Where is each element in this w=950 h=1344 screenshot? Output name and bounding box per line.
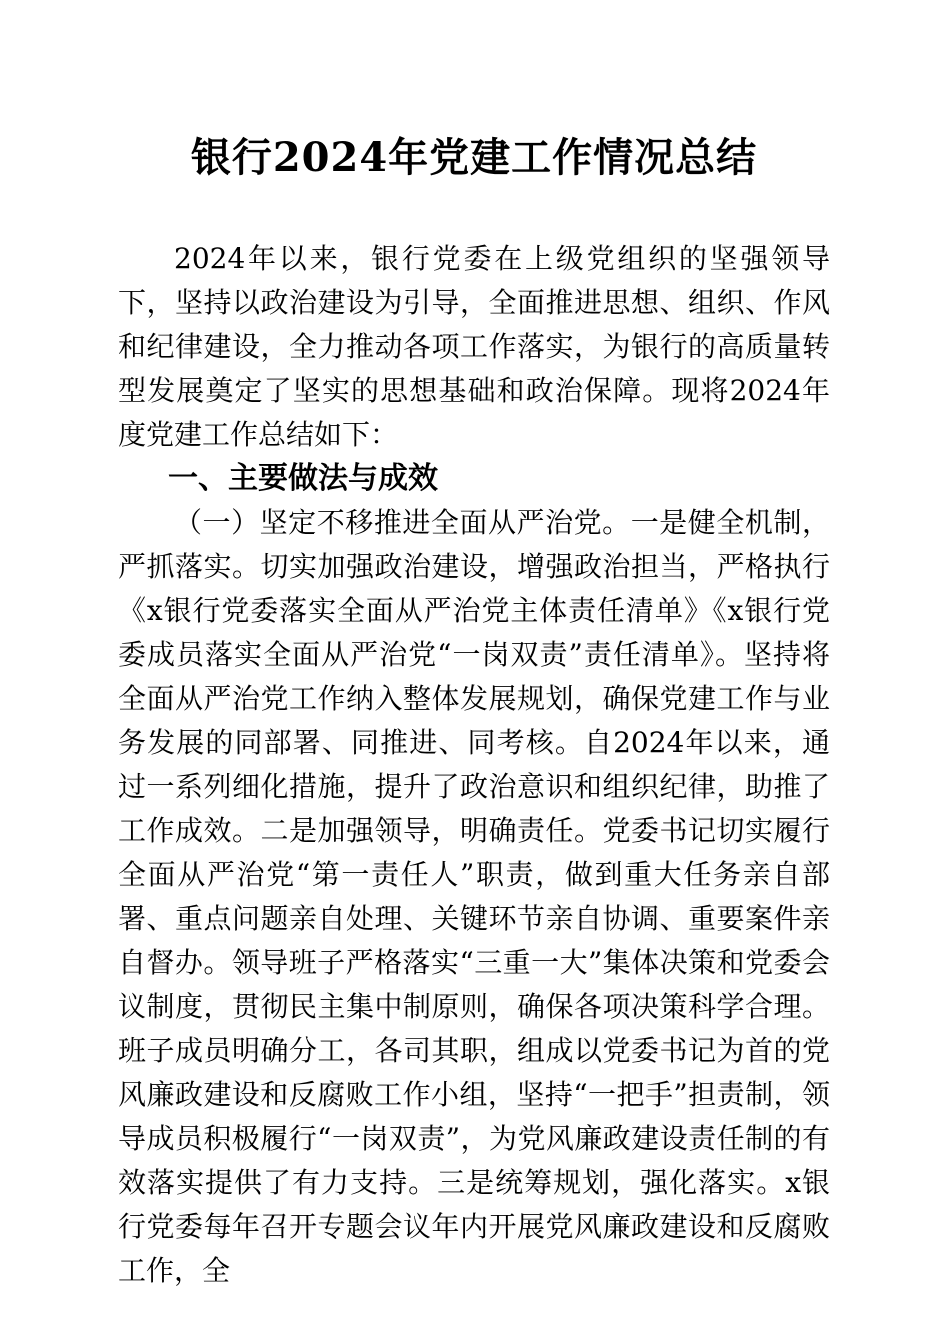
paragraph-intro: 2024年以来，银行党委在上级党组织的坚强领导下，坚持以政治建设为引导，全面推进思想、组织、作风和纪律建设，全力推动各项工作落实，为银行的高质量转型发展奠定了坚实的思想基础和政治保障。现将2024年度党建工作总结如下： (118, 242, 830, 451)
document-title: 银行2024年党建工作情况总结 (190, 134, 758, 181)
paragraph-section-1: （一）坚定不移推进全面从严治党。一是健全机制，严抓落实。切实加强政治建设，增强政治担当，严格执行《x银行党委落实全面从严治党主体责任清单》《x银行党委成员落实全面从严治党“一岗双责”责任清单》。坚持将全面从严治党工作纳入整体发展规划，确保党建工作与业务发展的同部署、同推进、同考核。自2024年以来，通过一系列细化措施，提升了政治意识和组织纪律，助推了工作成效。二是加强领导，明确责任。党委书记切实履行全面从严治党“第一责任人”职责，做到重大任务亲自部署、重点问题亲自处理、关键环节亲自协调、重要案件亲自督办。领导班子严格落实“三重一大”集体决策和党委会议制度，贯彻民主集中制原则，确保各项决策科学合理。班子成员明确分工，各司其职，组成以党委书记为首的党风廉政建设和反腐败工作小组，坚持“一把手”担责制，领导成员积极履行“一岗双责”，为党风廉政建设责任制的有效落实提供了有力支持。三是统筹规划，强化落实。x银行党委每年召开专题会议年内开展党风廉政建设和反腐败工作，全 (118, 506, 830, 1287)
document-content (118, 130, 830, 1293)
section-heading-1: 一、主要做法与成效 (168, 461, 438, 496)
